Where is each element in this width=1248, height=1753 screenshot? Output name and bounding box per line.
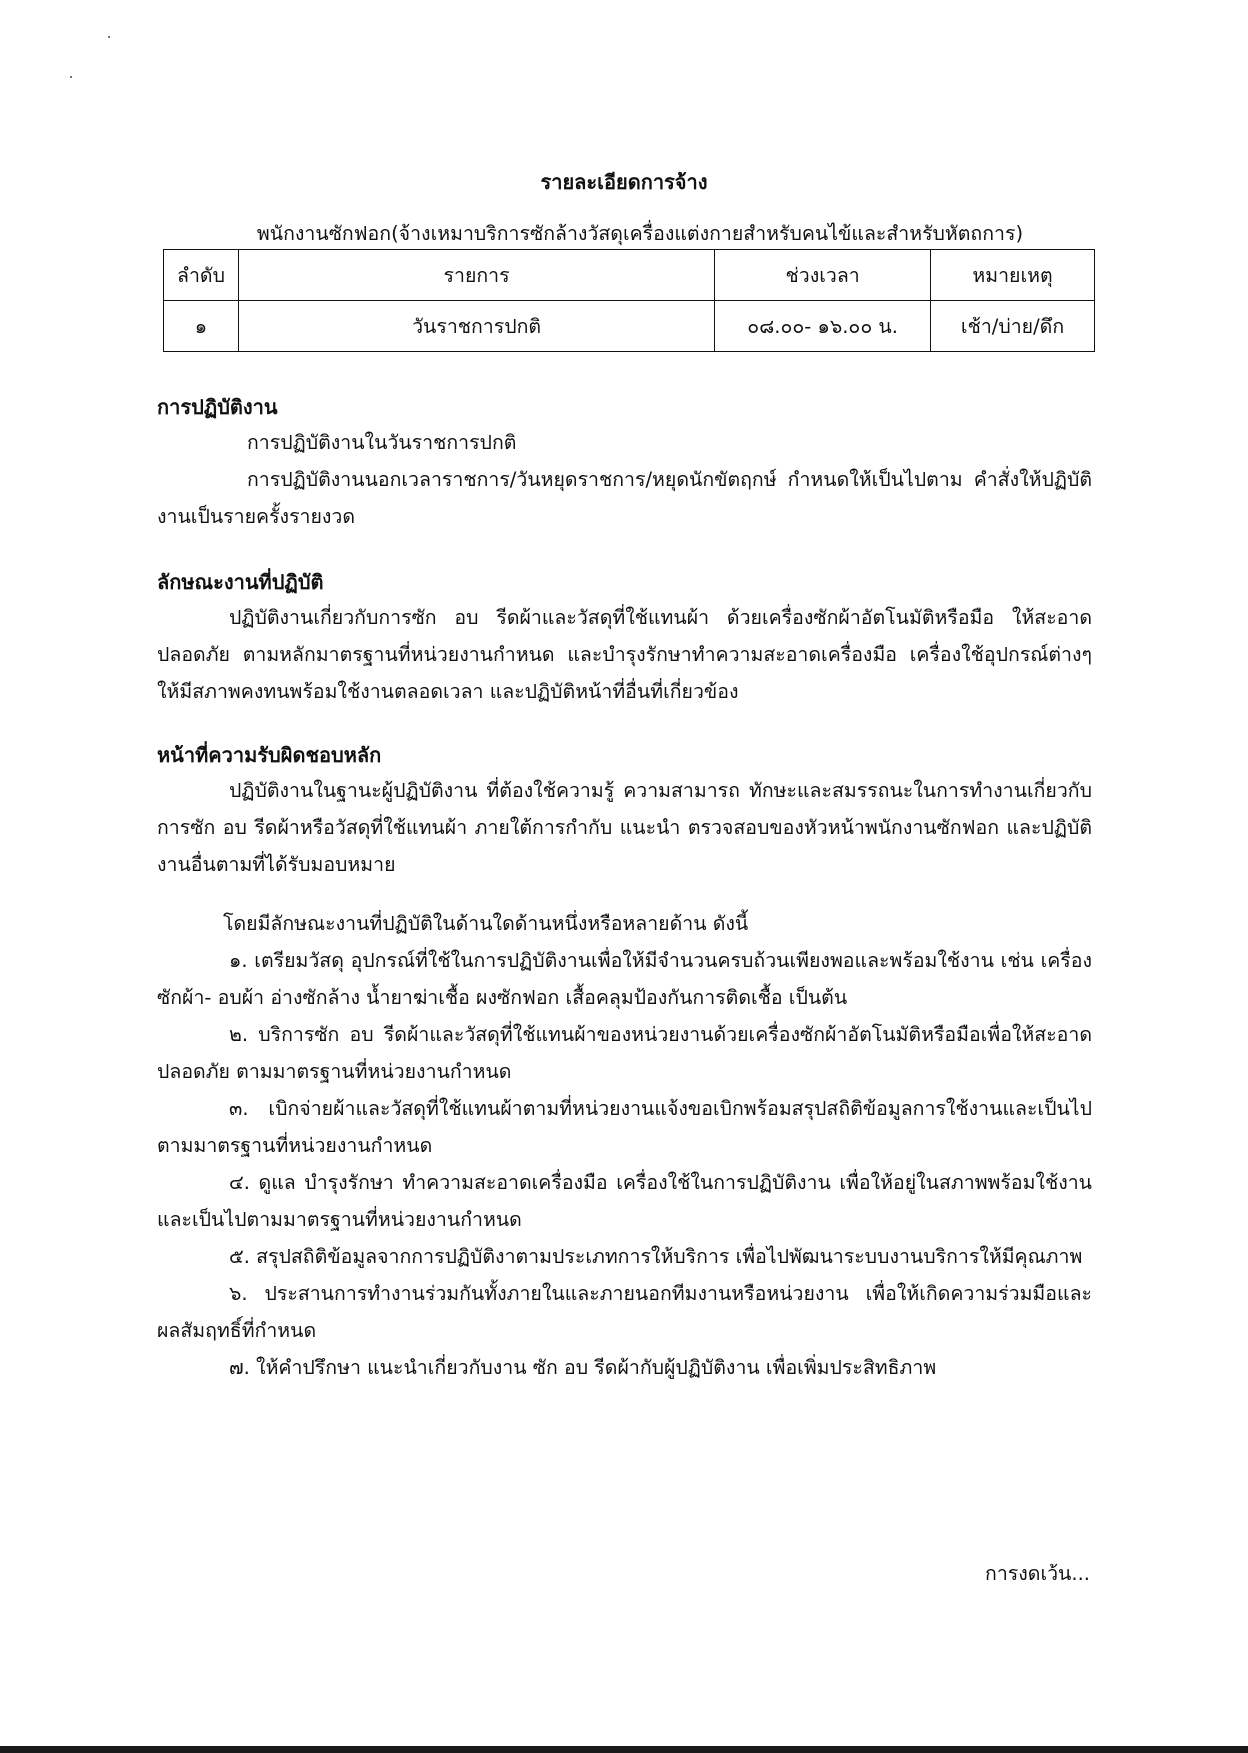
scan-speck [108, 36, 110, 38]
duty-item-3: ๓. เบิกจ่ายผ้าและวัสดุที่ใช้แทนผ้าตามที่หน่วยงานแจ้งขอเบิกพร้อมสรุปสถิติข้อมูลการใช้งานและเป็นไปตามมาตรฐานที่หน่วยงานกำหนด [157, 1097, 1092, 1157]
scan-speck [70, 76, 72, 78]
duty-item-4: ๔. ดูแล บำรุงรักษา ทำความสะอาดเครื่องมือ เครื่องใช้ในการปฏิบัติงาน เพื่อให้อยู่ในสภาพพร้อมใช้งานและเป็นไปตามมาตรฐานที่หน่วยงานกำหนด [157, 1171, 1092, 1231]
schedule-table [163, 249, 1095, 352]
operation-line-2: การปฏิบัติงานนอกเวลาราชการ/วันหยุดราชการ/หยุดนักขัตฤกษ์ กำหนดให้เป็นไปตาม คำสั่งให้ปฏิบัติงานเป็นรายครั้งรายงวด [157, 468, 1092, 528]
duty-item-1: ๑. เตรียมวัสดุ อุปกรณ์ที่ใช้ในการปฏิบัติงานเพื่อให้มีจำนวนครบถ้วนเพียงพอและพร้อมใช้งาน เช่น เครื่องซักผ้า- อบผ้า อ่างซักล้าง น้ำยาฆ่าเชื้อ ผงซักฟอก เสื้อคลุมป้องกันการติดเชื้อ เป็นต้น [157, 949, 1092, 1009]
document-subtitle: พนักงานซักฟอก(จ้างเหมาบริการซักล้างวัสดุเครื่องแต่งกายสำหรับคนไข้และสำหรับหัตถการ) [256, 222, 1024, 245]
nature-section [157, 565, 1092, 710]
nature-body: ปฏิบัติงานเกี่ยวกับการซัก อบ รีดผ้าและวัสดุที่ใช้แทนผ้า ด้วยเครื่องซักผ้าอัตโนมัติหรือมือ ให้สะอาด ปลอดภัย ตามหลักมาตรฐานที่หน่วยงานกำหนด และบำรุงรักษาทำความสะอาดเครื่องมือ เครื่องใช้อุปกรณ์ต่างๆให้มีสภาพคงทนพร้อมใช้งานตลอดเวลา และปฏิบัติหน้าที่อื่นที่เกี่ยวข้อง [157, 606, 1092, 703]
duties-body: ปฏิบัติงานในฐานะผู้ปฏิบัติงาน ที่ต้องใช้ความรู้ ความสามารถ ทักษะและสมรรถนะในการทำงานเกี่ยวกับการซัก อบ รีดผ้าหรือวัสดุที่ใช้แทนผ้า ภายใต้การกำกับ แนะนำ ตรวจสอบของหัวหน้าพนักงานซักฟอก และปฏิบัติงานอื่นตามที่ได้รับมอบหมาย [157, 779, 1092, 876]
nature-heading: ลักษณะงานที่ปฏิบัติ [157, 570, 324, 594]
cell-remark: เช้า/บ่าย/ดึก [931, 301, 1095, 352]
duties-heading: หน้าที่ความรับผิดชอบหลัก [157, 743, 382, 767]
duty-item-5: ๕. สรุปสถิติข้อมูลจากการปฏิบัติงาตามประเภทการให้บริการ เพื่อไปพัฒนาระบบงานบริการให้มีคุณภาพ [229, 1245, 1083, 1268]
duties-section [157, 738, 1092, 1386]
table-row [164, 301, 1095, 352]
duty-item-2: ๒. บริการซัก อบ รีดผ้าและวัสดุที่ใช้แทนผ้าของหน่วยงานด้วยเครื่องซักผ้าอัตโนมัติหรือมือเพื่อให้สะอาด ปลอดภัย ตามมาตรฐานที่หน่วยงานกำหนด [157, 1023, 1092, 1083]
operation-line-1: การปฏิบัติงานในวันราชการปกติ [247, 431, 517, 454]
continuation-text: การงดเว้น... [985, 1562, 1090, 1585]
cell-order: ๑ [164, 301, 239, 352]
document-title: รายละเอียดการจ้าง [540, 170, 708, 194]
operation-heading: การปฏิบัติงาน [157, 395, 278, 419]
column-header-period: ช่วงเวลา [715, 250, 931, 301]
duties-intro: โดยมีลักษณะงานที่ปฏิบัติในด้านใดด้านหนึ่งหรือหลายด้าน ดังนี้ [223, 912, 749, 935]
duty-item-6: ๖. ประสานการทำงานร่วมกันทั้งภายในและภายนอกทีมงานหรือหน่วยงาน เพื่อให้เกิดความร่วมมือและผลสัมฤทธิ์ที่กำหนด [157, 1282, 1092, 1342]
cell-item: วันราชการปกติ [238, 301, 714, 352]
cell-period: ๐๘.๐๐- ๑๖.๐๐ น. [715, 301, 931, 352]
operation-section [157, 390, 1092, 535]
column-header-remark: หมายเหตุ [931, 250, 1095, 301]
column-header-item: รายการ [238, 250, 714, 301]
column-header-order: ลำดับ [164, 250, 239, 301]
table-header-row [164, 250, 1095, 301]
scan-bottom-edge [0, 1746, 1248, 1753]
duty-item-7: ๗. ให้คำปรึกษา แนะนำเกี่ยวกับงาน ซัก อบ รีดผ้ากับผู้ปฏิบัติงาน เพื่อเพิ่มประสิทธิภาพ [229, 1356, 937, 1379]
